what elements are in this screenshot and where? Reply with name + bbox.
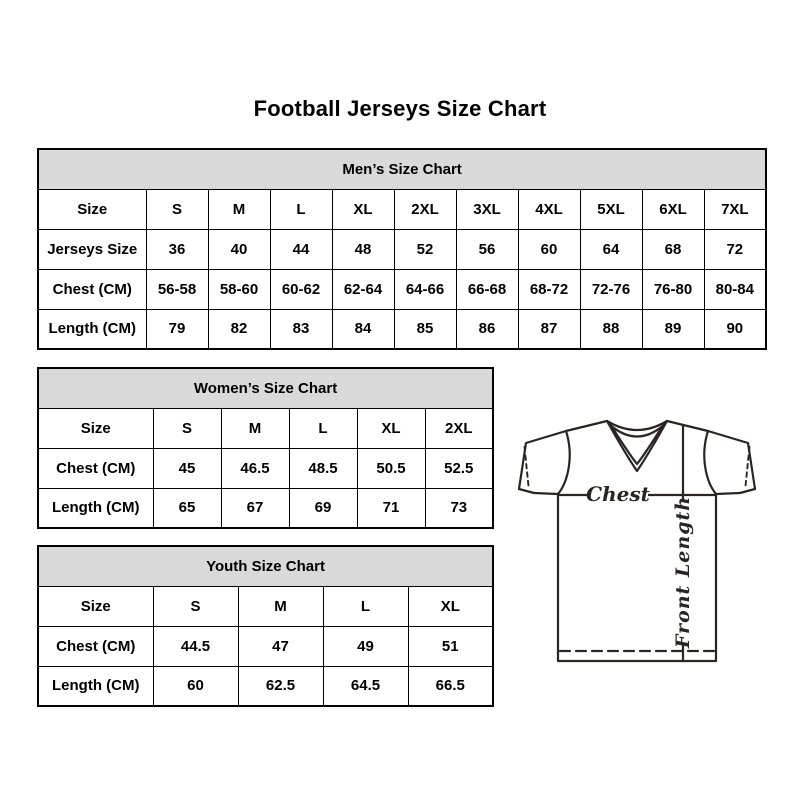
table-cell: 66-68: [456, 269, 518, 309]
table-cell: 64.5: [323, 666, 408, 706]
table-cell: 87: [518, 309, 580, 349]
jersey-left-cuff: [519, 489, 534, 493]
chest-label: Chest: [586, 482, 650, 506]
table-cell: 60: [153, 666, 238, 706]
table-cell: 84: [332, 309, 394, 349]
table-cell: 44.5: [153, 626, 238, 666]
row-label: Size: [38, 189, 146, 229]
table-cell: 49: [323, 626, 408, 666]
row-label: Jerseys Size: [38, 229, 146, 269]
womens-table-title: Women’s Size Chart: [38, 368, 493, 408]
table-cell: 36: [146, 229, 208, 269]
table-cell: 5XL: [580, 189, 642, 229]
table-cell: 83: [270, 309, 332, 349]
table-cell: 76-80: [642, 269, 704, 309]
table-cell: 86: [456, 309, 518, 349]
front-length-label: Front Length: [672, 495, 694, 649]
table-cell: M: [221, 408, 289, 448]
table-row: [38, 229, 766, 269]
table-cell: 88: [580, 309, 642, 349]
row-label: Length (CM): [38, 666, 153, 706]
table-cell: 3XL: [456, 189, 518, 229]
table-row: [38, 666, 493, 706]
table-row: [38, 189, 766, 229]
table-cell: 56: [456, 229, 518, 269]
table-cell: 51: [408, 626, 493, 666]
table-cell: 6XL: [642, 189, 704, 229]
table-row: [38, 488, 493, 528]
womens-size-table: [37, 367, 494, 529]
table-cell: S: [153, 408, 221, 448]
row-label: Length (CM): [38, 309, 146, 349]
table-cell: 60-62: [270, 269, 332, 309]
table-cell: S: [153, 586, 238, 626]
table-cell: L: [270, 189, 332, 229]
table-cell: 48: [332, 229, 394, 269]
table-cell: 47: [238, 626, 323, 666]
mens-size-table: [37, 148, 767, 350]
table-cell: 62-64: [332, 269, 394, 309]
table-cell: 40: [208, 229, 270, 269]
jersey-left-armhole: [558, 431, 570, 494]
table-cell: 67: [221, 488, 289, 528]
table-cell: M: [208, 189, 270, 229]
table-cell: 65: [153, 488, 221, 528]
table-cell: 71: [357, 488, 425, 528]
table-cell: 69: [289, 488, 357, 528]
table-cell: 90: [704, 309, 766, 349]
jersey-right-armhole: [704, 431, 716, 494]
table-cell: 80-84: [704, 269, 766, 309]
table-cell: 52: [394, 229, 456, 269]
table-cell: 89: [642, 309, 704, 349]
jersey-right-underarm: [716, 493, 740, 494]
table-cell: M: [238, 586, 323, 626]
row-label: Size: [38, 586, 153, 626]
table-row: [38, 586, 493, 626]
table-cell: 64: [580, 229, 642, 269]
table-cell: 45: [153, 448, 221, 488]
table-cell: XL: [332, 189, 394, 229]
table-cell: L: [289, 408, 357, 448]
table-cell: 68: [642, 229, 704, 269]
jersey-left-sleeve: [519, 421, 607, 489]
table-cell: XL: [357, 408, 425, 448]
jersey-right-cuff: [740, 489, 755, 493]
table-cell: XL: [408, 586, 493, 626]
table-cell: S: [146, 189, 208, 229]
table-row: [38, 626, 493, 666]
table-cell: 73: [425, 488, 493, 528]
table-cell: 72-76: [580, 269, 642, 309]
table-cell: 56-58: [146, 269, 208, 309]
table-cell: 64-66: [394, 269, 456, 309]
table-cell: 60: [518, 229, 580, 269]
table-cell: 79: [146, 309, 208, 349]
table-cell: 66.5: [408, 666, 493, 706]
table-cell: 58-60: [208, 269, 270, 309]
table-row: [38, 269, 766, 309]
table-cell: 2XL: [394, 189, 456, 229]
table-cell: 72: [704, 229, 766, 269]
row-label: Chest (CM): [38, 448, 153, 488]
table-row: [38, 309, 766, 349]
youth-table-title: Youth Size Chart: [38, 546, 493, 586]
row-label: Chest (CM): [38, 626, 153, 666]
youth-size-table: [37, 545, 494, 707]
table-cell: 44: [270, 229, 332, 269]
table-cell: 48.5: [289, 448, 357, 488]
table-cell: 62.5: [238, 666, 323, 706]
table-row: [38, 448, 493, 488]
table-cell: 4XL: [518, 189, 580, 229]
row-label: Chest (CM): [38, 269, 146, 309]
jersey-left-underarm: [534, 493, 558, 494]
table-cell: 46.5: [221, 448, 289, 488]
table-cell: 82: [208, 309, 270, 349]
table-cell: 85: [394, 309, 456, 349]
mens-table-title: Men’s Size Chart: [38, 149, 766, 189]
table-cell: 68-72: [518, 269, 580, 309]
table-cell: 7XL: [704, 189, 766, 229]
table-cell: 50.5: [357, 448, 425, 488]
row-label: Length (CM): [38, 488, 153, 528]
row-label: Size: [38, 408, 153, 448]
page-title: Football Jerseys Size Chart: [253, 96, 547, 121]
table-cell: 52.5: [425, 448, 493, 488]
jersey-diagram: [500, 398, 770, 670]
jersey-right-sleeve: [667, 421, 755, 489]
table-cell: 2XL: [425, 408, 493, 448]
table-row: [38, 408, 493, 448]
table-cell: L: [323, 586, 408, 626]
